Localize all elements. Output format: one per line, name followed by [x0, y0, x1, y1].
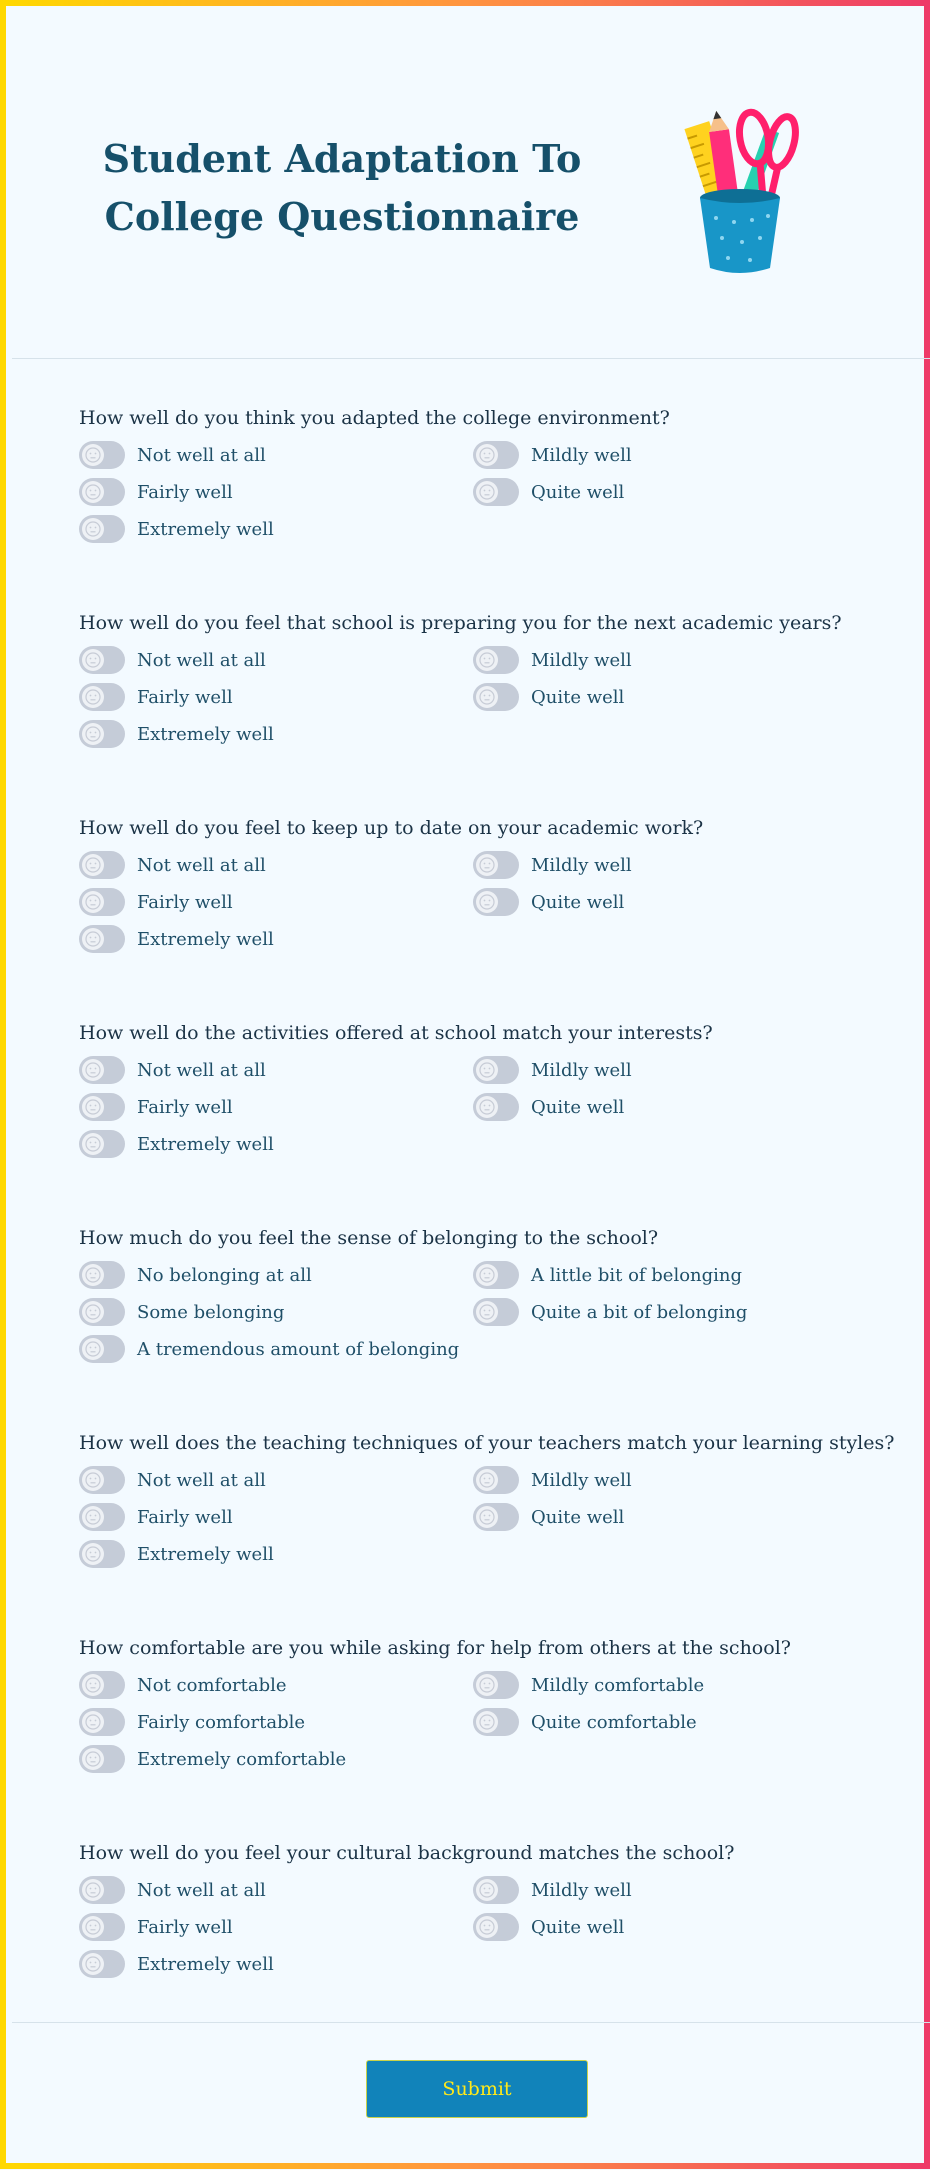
option-toggle[interactable] [79, 1298, 125, 1326]
option-label: A tremendous amount of belonging [137, 1338, 460, 1360]
option-toggle[interactable] [79, 515, 125, 543]
answer-option[interactable] [79, 1539, 274, 1569]
option-toggle[interactable] [79, 1876, 125, 1904]
option-toggle[interactable] [79, 1093, 125, 1121]
option-toggle[interactable] [79, 1950, 125, 1978]
question-block [79, 1636, 879, 1770]
option-toggle[interactable] [79, 720, 125, 748]
answer-option[interactable] [473, 1092, 624, 1122]
option-toggle[interactable] [473, 1671, 519, 1699]
option-label: Not comfortable [137, 1674, 287, 1696]
option-label: Extremely well [137, 928, 274, 950]
question-label: How well do you feel your cultural background matches the school? [79, 1842, 735, 1864]
option-label: Fairly well [137, 686, 233, 708]
option-label: Quite well [531, 891, 625, 913]
answer-option[interactable] [79, 1055, 266, 1085]
option-label: Not well at all [137, 1059, 266, 1081]
question-block [79, 406, 879, 540]
option-label: Not well at all [137, 854, 266, 876]
neutral-face-icon [476, 444, 498, 466]
option-toggle[interactable] [473, 888, 519, 916]
answer-option[interactable] [79, 1129, 274, 1159]
neutral-face-icon [476, 1711, 498, 1733]
option-label: Quite well [531, 1916, 625, 1938]
answer-option[interactable] [79, 1949, 274, 1979]
option-toggle[interactable] [79, 1745, 125, 1773]
neutral-face-icon [476, 1506, 498, 1528]
neutral-face-icon [476, 1916, 498, 1938]
answer-option[interactable] [79, 1465, 266, 1495]
option-toggle[interactable] [79, 441, 125, 469]
answer-option[interactable] [79, 850, 266, 880]
answer-option[interactable] [79, 1670, 287, 1700]
answer-option[interactable] [79, 1297, 284, 1327]
option-label: Mildly comfortable [531, 1674, 705, 1696]
answer-option[interactable] [79, 719, 274, 749]
option-toggle[interactable] [79, 1130, 125, 1158]
option-label: Extremely well [137, 1953, 274, 1975]
option-toggle[interactable] [473, 1261, 519, 1289]
answer-option[interactable] [473, 645, 632, 675]
neutral-face-icon [82, 928, 104, 950]
neutral-face-icon [82, 481, 104, 503]
neutral-face-icon [82, 1674, 104, 1696]
option-label: Fairly well [137, 891, 233, 913]
option-toggle[interactable] [79, 1503, 125, 1531]
question-label: How well do the activities offered at school match your interests? [79, 1022, 713, 1044]
option-toggle[interactable] [473, 1466, 519, 1494]
neutral-face-icon [82, 518, 104, 540]
neutral-face-icon [476, 1059, 498, 1081]
option-label: Mildly well [531, 1469, 632, 1491]
answer-option[interactable] [79, 682, 233, 712]
neutral-face-icon [82, 1096, 104, 1118]
option-label: Extremely well [137, 1133, 274, 1155]
question-block [79, 1226, 879, 1360]
option-label: Extremely well [137, 1543, 274, 1565]
option-label: Mildly well [531, 854, 632, 876]
option-toggle[interactable] [473, 441, 519, 469]
neutral-face-icon [476, 1469, 498, 1491]
option-label: Mildly well [531, 444, 632, 466]
neutral-face-icon [82, 854, 104, 876]
answer-option[interactable] [79, 514, 274, 544]
neutral-face-icon [82, 1301, 104, 1323]
neutral-face-icon [82, 1543, 104, 1565]
neutral-face-icon [476, 1096, 498, 1118]
answer-option[interactable] [79, 1875, 266, 1905]
question-block [79, 1431, 895, 1565]
option-label: Not well at all [137, 1469, 266, 1491]
answer-option[interactable] [473, 1297, 747, 1327]
option-toggle[interactable] [79, 1913, 125, 1941]
neutral-face-icon [82, 1916, 104, 1938]
answer-option[interactable] [79, 440, 266, 470]
pencil-cup-icon [682, 100, 822, 280]
question-block [79, 1841, 879, 1975]
answer-option[interactable] [473, 1502, 624, 1532]
neutral-face-icon [82, 1711, 104, 1733]
option-toggle[interactable] [473, 1708, 519, 1736]
neutral-face-icon [82, 891, 104, 913]
neutral-face-icon [476, 481, 498, 503]
answer-option[interactable] [473, 887, 624, 917]
answer-option[interactable] [79, 1912, 233, 1942]
option-label: Quite a bit of belonging [531, 1301, 748, 1323]
answer-option[interactable] [473, 682, 624, 712]
option-label: Quite well [531, 1096, 625, 1118]
neutral-face-icon [82, 444, 104, 466]
answer-option[interactable] [473, 850, 632, 880]
option-label: No belonging at all [137, 1264, 312, 1286]
answer-option[interactable] [79, 1707, 305, 1737]
answer-option[interactable] [473, 1465, 632, 1495]
option-label: Fairly well [137, 1506, 233, 1528]
answer-option[interactable] [79, 887, 233, 917]
option-toggle[interactable] [473, 1503, 519, 1531]
option-toggle[interactable] [79, 925, 125, 953]
neutral-face-icon [476, 649, 498, 671]
neutral-face-icon [82, 723, 104, 745]
option-toggle[interactable] [473, 683, 519, 711]
option-toggle[interactable] [473, 1876, 519, 1904]
question-label: How well do you think you adapted the college environment? [79, 407, 670, 429]
form-footer [12, 2022, 930, 2170]
option-toggle[interactable] [79, 1056, 125, 1084]
question-block [79, 1021, 879, 1155]
neutral-face-icon [82, 1338, 104, 1360]
neutral-face-icon [82, 1879, 104, 1901]
neutral-face-icon [476, 1264, 498, 1286]
option-toggle[interactable] [79, 683, 125, 711]
option-label: Not well at all [137, 444, 266, 466]
question-label: How well does the teaching techniques of your teachers match your learning styles? [79, 1432, 895, 1454]
neutral-face-icon [82, 1264, 104, 1286]
option-toggle[interactable] [79, 1466, 125, 1494]
answer-option[interactable] [79, 1334, 459, 1364]
option-label: Not well at all [137, 649, 266, 671]
option-label: Quite well [531, 686, 625, 708]
option-toggle[interactable] [473, 1913, 519, 1941]
option-toggle[interactable] [79, 1671, 125, 1699]
option-label: Fairly well [137, 481, 233, 503]
option-label: Extremely well [137, 723, 274, 745]
option-label: Mildly well [531, 1059, 632, 1081]
answer-option[interactable] [473, 477, 624, 507]
option-label: Extremely well [137, 518, 274, 540]
neutral-face-icon [82, 1506, 104, 1528]
option-label: Quite comfortable [531, 1711, 697, 1733]
answer-option[interactable] [79, 924, 274, 954]
option-toggle[interactable] [79, 1540, 125, 1568]
answer-option[interactable] [473, 1875, 632, 1905]
answer-option[interactable] [79, 1744, 346, 1774]
option-toggle[interactable] [473, 478, 519, 506]
answer-option[interactable] [79, 477, 233, 507]
option-toggle[interactable] [473, 1056, 519, 1084]
option-toggle[interactable] [79, 888, 125, 916]
answer-option[interactable] [473, 1912, 624, 1942]
answer-option[interactable] [79, 1260, 312, 1290]
answer-option[interactable] [473, 1707, 697, 1737]
form-title: Student Adaptation To College Questionnaire [102, 136, 582, 239]
option-toggle[interactable] [79, 646, 125, 674]
option-label: Extremely comfortable [137, 1748, 347, 1770]
option-toggle[interactable] [473, 1093, 519, 1121]
option-label: Fairly well [137, 1916, 233, 1938]
option-toggle[interactable] [473, 851, 519, 879]
neutral-face-icon [82, 1953, 104, 1975]
answer-option[interactable] [79, 1502, 233, 1532]
neutral-face-icon [476, 891, 498, 913]
option-label: A little bit of belonging [531, 1264, 743, 1286]
option-toggle[interactable] [79, 851, 125, 879]
option-label: Mildly well [531, 649, 632, 671]
neutral-face-icon [82, 1059, 104, 1081]
answer-option[interactable] [473, 1055, 632, 1085]
answer-option[interactable] [473, 1670, 704, 1700]
option-toggle[interactable] [473, 646, 519, 674]
answer-option[interactable] [79, 645, 266, 675]
form-header [12, 12, 930, 359]
option-toggle[interactable] [79, 1335, 125, 1363]
option-label: Fairly comfortable [137, 1711, 305, 1733]
neutral-face-icon [82, 1133, 104, 1155]
neutral-face-icon [476, 686, 498, 708]
neutral-face-icon [82, 1748, 104, 1770]
option-label: Quite well [531, 1506, 625, 1528]
option-toggle[interactable] [473, 1298, 519, 1326]
answer-option[interactable] [473, 440, 632, 470]
question-block [79, 816, 879, 950]
neutral-face-icon [476, 854, 498, 876]
option-label: Some belonging [137, 1301, 285, 1323]
submit-button[interactable]: Submit [366, 2060, 588, 2118]
neutral-face-icon [476, 1674, 498, 1696]
neutral-face-icon [82, 649, 104, 671]
neutral-face-icon [82, 1469, 104, 1491]
question-label: How well do you feel that school is preparing you for the next academic years? [79, 612, 842, 634]
neutral-face-icon [476, 1301, 498, 1323]
question-label: How well do you feel to keep up to date on your academic work? [79, 817, 704, 839]
option-toggle[interactable] [79, 1261, 125, 1289]
neutral-face-icon [476, 1879, 498, 1901]
option-label: Mildly well [531, 1879, 632, 1901]
answer-option[interactable] [79, 1092, 233, 1122]
answer-option[interactable] [473, 1260, 742, 1290]
option-toggle[interactable] [79, 1708, 125, 1736]
option-label: Not well at all [137, 1879, 266, 1901]
neutral-face-icon [82, 686, 104, 708]
question-label: How much do you feel the sense of belonging to the school? [79, 1227, 659, 1249]
question-label: How comfortable are you while asking for help from others at the school? [79, 1637, 791, 1659]
option-label: Quite well [531, 481, 625, 503]
option-toggle[interactable] [79, 478, 125, 506]
question-block [79, 611, 879, 745]
option-label: Fairly well [137, 1096, 233, 1118]
